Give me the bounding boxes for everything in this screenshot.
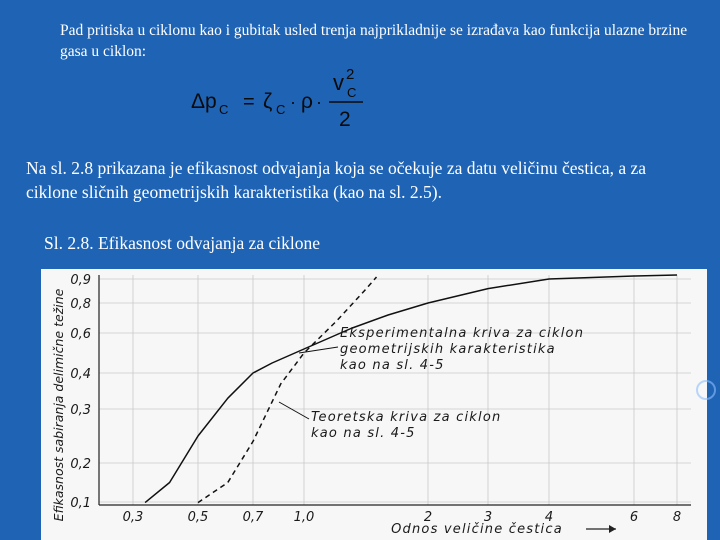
y-tick-label: 0,8 bbox=[70, 297, 91, 312]
decorative-ring-icon bbox=[696, 380, 716, 400]
x-tick-label: 0,7 bbox=[242, 510, 264, 525]
formula-zeta-subscript: C bbox=[276, 102, 286, 117]
y-tick-label: 0,6 bbox=[70, 327, 91, 342]
theoretical-curve bbox=[198, 277, 377, 503]
intro-paragraph: Pad pritiska u ciklonu kao i gubitak usled trenja najprikladnije se izrađava kao funkcija ulazne brzine gasa u ciklon: bbox=[60, 22, 688, 60]
y-tick-label: 0,3 bbox=[70, 403, 91, 418]
x-tick-label: 1,0 bbox=[293, 510, 315, 525]
x-tick-label: 2 bbox=[423, 510, 433, 525]
formula-dot-2: · bbox=[316, 92, 322, 112]
formula-velocity-superscript: 2 bbox=[346, 66, 355, 83]
formula-p-subscript: C bbox=[219, 102, 229, 117]
experimental-curve bbox=[145, 275, 677, 503]
curve-annotation-line: kao na sl. 4-5 bbox=[340, 358, 445, 373]
y-tick-label: 0,1 bbox=[70, 496, 91, 511]
formula-delta-p: Δp bbox=[191, 90, 217, 113]
curve-annotation-line: Teoretska kriva za ciklon bbox=[311, 410, 502, 425]
x-tick-label: 0,3 bbox=[122, 510, 144, 525]
y-tick-label: 0,9 bbox=[70, 273, 91, 288]
formula-equals: = bbox=[243, 91, 255, 113]
x-tick-label: 8 bbox=[672, 510, 682, 525]
figure-caption: Sl. 2.8. Efikasnost odvajanja za ciklone bbox=[44, 233, 321, 253]
x-axis-label: Odnos veličine čestica bbox=[391, 522, 563, 537]
x-tick-label: 6 bbox=[629, 510, 639, 525]
y-tick-label: 0,4 bbox=[70, 367, 91, 382]
formula-denominator: 2 bbox=[339, 108, 351, 131]
x-axis-arrow-head bbox=[609, 525, 616, 533]
annotation-leader-theoretical bbox=[279, 402, 309, 419]
formula-zeta: ζ bbox=[263, 90, 273, 113]
figure-description-paragraph: Na sl. 2.8 prikazana je efikasnost odvajanja koja se očekuje za datu veličinu čestica, a za ciklone sličnih geometrijskih karakteristika (kao na sl. 2.5). bbox=[26, 158, 647, 202]
y-axis-label: Efikasnost sabiranja delimične težine bbox=[51, 288, 66, 522]
curve-annotation-line: Eksperimentalna kriva za ciklon bbox=[340, 326, 585, 341]
pressure-drop-formula bbox=[183, 66, 373, 134]
curve-annotation-line: kao na sl. 4-5 bbox=[311, 426, 416, 441]
efficiency-chart-svg bbox=[41, 269, 707, 540]
formula-velocity: v bbox=[333, 70, 344, 95]
efficiency-chart bbox=[41, 269, 707, 540]
x-tick-label: 3 bbox=[483, 510, 493, 525]
formula-velocity-subscript: C bbox=[347, 85, 357, 100]
formula-rho: ρ bbox=[301, 90, 313, 113]
x-tick-label: 0,5 bbox=[187, 510, 209, 525]
formula-dot-1: · bbox=[290, 92, 296, 112]
y-tick-label: 0,2 bbox=[70, 457, 91, 472]
curve-annotation-line: geometrijskih karakteristika bbox=[340, 342, 556, 357]
x-tick-label: 4 bbox=[544, 510, 554, 525]
